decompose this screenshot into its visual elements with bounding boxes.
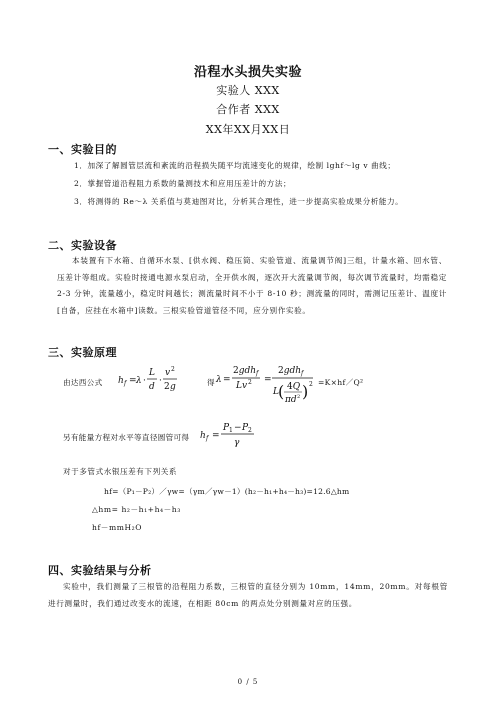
- section-heading-principle: 三、实验原理: [48, 346, 117, 359]
- svg-text:2: 2: [164, 382, 170, 392]
- svg-text:πd: πd: [285, 395, 297, 405]
- svg-text:2gdh: 2gdh: [233, 366, 257, 376]
- svg-text:·: ·: [159, 376, 162, 386]
- svg-text:=: =: [264, 375, 272, 385]
- purpose-item-1: 1．加深了解圆管层流和紊流的沿程损失随平均流速变化的规律，绘制 lghf～lg v 曲线；: [74, 161, 396, 170]
- page-number: 0 / 5: [237, 678, 259, 686]
- section-heading-purpose: 一、实验目的: [48, 143, 117, 156]
- svg-text:d: d: [149, 382, 155, 392]
- svg-text:=: =: [129, 376, 137, 386]
- svg-text:Lv: Lv: [236, 381, 248, 391]
- energy-formula: [200, 421, 270, 451]
- lambda-formula: [216, 361, 316, 405]
- svg-text:2: 2: [309, 381, 313, 388]
- partner-line: 合作者 XXX: [216, 103, 280, 116]
- svg-text:·: ·: [143, 376, 146, 386]
- section-heading-results: 四、实验结果与分析: [48, 564, 152, 577]
- svg-text:2: 2: [248, 427, 252, 434]
- k-expression: =K×hf／Q²: [318, 378, 364, 387]
- get-text: 得: [207, 378, 215, 387]
- svg-text:P: P: [223, 423, 230, 433]
- svg-text:f: f: [301, 370, 304, 377]
- svg-text:v: v: [165, 368, 171, 378]
- energy-equation-text: 另有能量方程对水平等直径圆管可得: [63, 433, 190, 442]
- svg-text:2gdh: 2gdh: [278, 366, 302, 376]
- svg-text:1: 1: [229, 427, 233, 434]
- date-line: XX年XX月XX日: [205, 123, 291, 136]
- section-heading-equipment: 二、实验设备: [48, 239, 117, 252]
- svg-text:=: =: [223, 375, 231, 385]
- svg-text:λ: λ: [216, 375, 222, 385]
- svg-text:4Q: 4Q: [287, 382, 301, 392]
- darcy-intro-text: 由达西公式: [63, 378, 103, 387]
- svg-text:λ: λ: [136, 376, 142, 386]
- svg-text:L: L: [273, 387, 279, 397]
- svg-text:): ): [302, 382, 309, 401]
- svg-text:P: P: [242, 423, 249, 433]
- svg-text:2: 2: [297, 394, 301, 400]
- svg-text:f: f: [124, 380, 127, 387]
- equipment-paragraph: 本装置有下水箱、自循环水泵、[供水阀、稳压筒、实验管道、流量调节阀]三组，计量水箱、回水管、压差计等组成。实验时接通电源水泵启动，全开供水阀，逐次开大流量调节阀，每次调节流量时，均需稳定 2-3 分钟，流量越小，稳定时间越长；测流量时间不小于 8-10 秒；测流量的同时，需测记压差计、温度计[自备，应挂在水箱中]读数。三根实验管道管径不同，应分别作实验。: [57, 256, 447, 315]
- results-paragraph: 实验中，我们测量了三根管的沿程阻力系数，三根管的直径分别为 10mm，14mm，20mm。对每根管进行测量时，我们通过改变水的流速，在相距 80cm 的两点处分别测量对应的压强。: [48, 582, 448, 608]
- mercury-relation-2: △hm= h₂－h₁+h₄－h₃: [92, 505, 181, 514]
- svg-text:g: g: [170, 382, 176, 392]
- darcy-formula: [118, 364, 188, 398]
- svg-text:h: h: [118, 376, 124, 386]
- mercury-relation-1: hf=（P₁－P₂）／γw=（γm／γw－1）(h₂－h₁+h₄－h₃)=12.6△hm: [104, 487, 350, 496]
- svg-text:h: h: [200, 431, 206, 441]
- document-title: 沿程水头损失实验: [193, 65, 302, 80]
- svg-text:2: 2: [248, 379, 252, 386]
- purpose-item-3: 3．将测得的 Re～λ 关系值与莫迪图对比，分析其合理性，进一步提高实验成果分析能力。: [74, 197, 404, 206]
- mercury-relation-3: hf－mmH₂O: [92, 523, 142, 532]
- mercury-intro-text: 对于多管式水银压差有下列关系: [63, 467, 178, 476]
- svg-text:L: L: [149, 368, 155, 378]
- svg-text:γ: γ: [234, 438, 240, 448]
- svg-text:f: f: [256, 370, 259, 377]
- purpose-item-2: 2．掌握管道沿程阻力系数的量测技术和应用压差计的方法；: [74, 179, 292, 188]
- svg-text:f: f: [206, 435, 209, 442]
- svg-text:(: (: [278, 382, 285, 401]
- svg-text:2: 2: [171, 366, 175, 373]
- svg-text:−: −: [234, 423, 242, 433]
- experimenter-line: 实验人 XXX: [216, 84, 280, 97]
- svg-text:=: =: [212, 431, 220, 441]
